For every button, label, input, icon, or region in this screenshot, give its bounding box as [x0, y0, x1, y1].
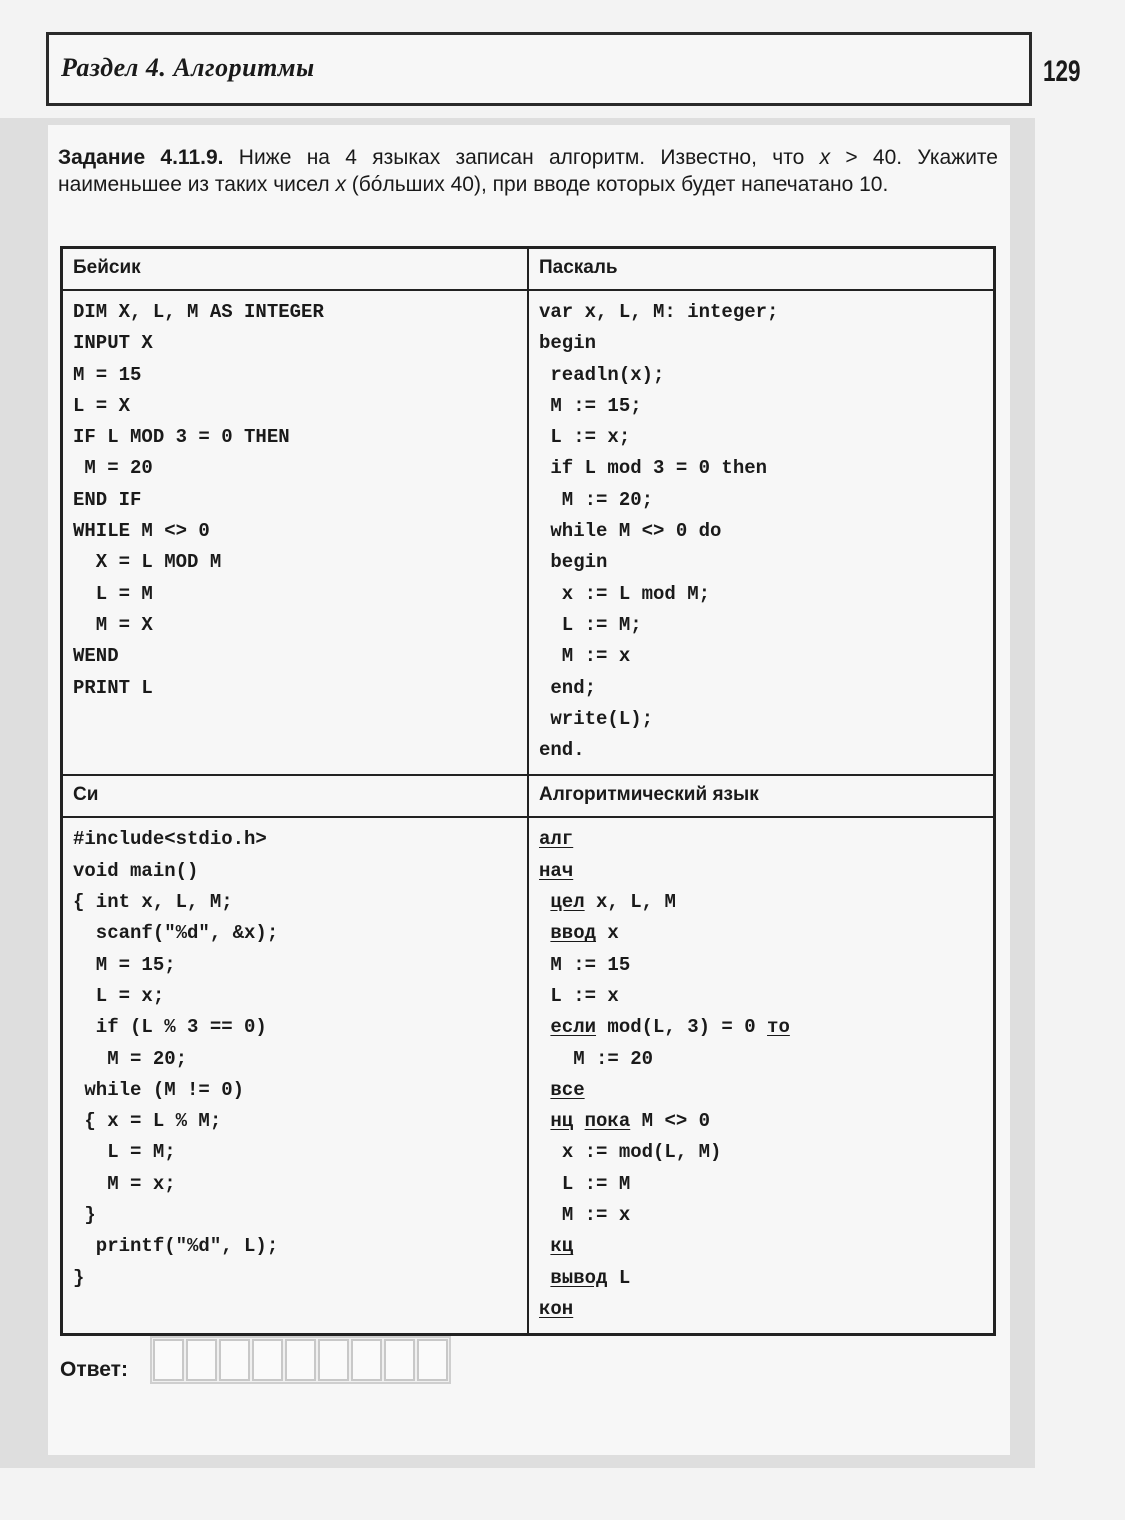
algo-line [539, 918, 983, 949]
code-algo [529, 818, 993, 1333]
task-text-3: (бóльших 40), при вводе которых будет напечатано 10. [345, 173, 889, 196]
header-rule [46, 103, 1032, 106]
algo-keyword: кон [539, 1297, 574, 1320]
var-x: x [819, 146, 831, 169]
answer-cell[interactable] [186, 1339, 217, 1381]
algo-line [539, 887, 983, 918]
algo-line [539, 1169, 983, 1200]
algo-line [539, 824, 983, 855]
algo-line [539, 1294, 983, 1325]
algo-text: M := x [561, 1204, 631, 1227]
answer-cell[interactable] [252, 1339, 283, 1381]
answer-cell[interactable] [384, 1339, 415, 1381]
algo-line [539, 950, 983, 981]
algo-text: M := 20 [573, 1047, 654, 1070]
algo-text [539, 1235, 550, 1257]
answer-cell[interactable] [153, 1339, 184, 1381]
algo-text: M := 15 [550, 953, 631, 976]
algo-keyword: все [550, 1078, 585, 1101]
lang-header-pascal: Паскаль [539, 257, 618, 278]
algo-text [539, 1141, 562, 1163]
answer-cells[interactable] [150, 1336, 451, 1384]
algo-keyword: если [550, 1016, 597, 1039]
algo-line [539, 856, 983, 887]
algo-line [539, 1137, 983, 1168]
algo-keyword: нач [539, 859, 574, 882]
algo-text [539, 954, 550, 976]
algo-text [539, 922, 550, 944]
algo-text [539, 1110, 550, 1132]
algo-keyword: вывод [550, 1266, 608, 1289]
algo-keyword: нц [550, 1110, 574, 1133]
var-x: x [335, 173, 346, 196]
algo-text [573, 1110, 584, 1132]
algo-text: L := x [550, 984, 619, 1007]
section-title: Раздел 4. Алгоритмы [61, 53, 315, 82]
algo-keyword: цел [550, 891, 585, 914]
lang-header-algo: Алгоритмический язык [539, 784, 759, 806]
algo-line [539, 981, 983, 1012]
task-text-2: > 40. Укажите наименьшее из таких чисел [58, 146, 998, 196]
code-basic: DIM X, L, M AS INTEGER INPUT X M = 15 L = X IF L MOD 3 = 0 THEN M = 20 END IF WHILE M <> 0 X = L MOD M L = M M = X WEND PRINT L [73, 301, 324, 699]
algo-text: L := M [561, 1172, 631, 1195]
page-number: 129 [1043, 55, 1081, 88]
algo-text [539, 1204, 562, 1226]
algo-text: L [607, 1266, 631, 1289]
algo-text [539, 1079, 550, 1101]
algo-text: x := mod(L, M) [561, 1141, 722, 1164]
code-c: #include<stdio.h> void main() { int x, L, M; scanf("%d", &x); M = 15; L = x; if (L % 3 == 0) M = 20; while (M != 0) { x = L % M; L = M; M = x; } printf("%d", L); } [73, 828, 279, 1289]
algo-text: x, L, M [584, 891, 676, 914]
algo-keyword: то [767, 1016, 790, 1039]
algo-text [539, 985, 550, 1007]
algo-line [539, 1075, 983, 1106]
algo-text [539, 1048, 573, 1070]
algo-text [539, 891, 550, 913]
algorithm-table [60, 246, 996, 1336]
algo-keyword: кц [550, 1235, 574, 1258]
algo-text: M <> 0 [630, 1110, 711, 1133]
algo-line [539, 1044, 983, 1075]
algo-text [539, 1016, 550, 1038]
answer-cell[interactable] [219, 1339, 250, 1381]
algo-text: x [596, 922, 619, 945]
answer-label: Ответ: [60, 1358, 128, 1381]
lang-header-basic: Бейсик [73, 257, 141, 278]
task-text-1: Ниже на 4 языках записан алгоритм. Известно, что [223, 146, 820, 169]
answer-cell[interactable] [417, 1339, 448, 1381]
answer-cell[interactable] [318, 1339, 349, 1381]
algo-text [539, 1267, 550, 1289]
section-header [46, 32, 1032, 106]
algo-line [539, 1231, 983, 1262]
task-statement [58, 144, 998, 198]
answer-cell[interactable] [285, 1339, 316, 1381]
task-label: Задание 4.11.9. [58, 146, 224, 169]
algo-line [539, 1263, 983, 1294]
algo-text [539, 1173, 562, 1195]
lang-header-c: Си [73, 784, 99, 806]
answer-cell[interactable] [351, 1339, 382, 1381]
algo-keyword: алг [539, 828, 574, 851]
algo-text: mod(L, 3) = 0 [596, 1016, 768, 1039]
algo-keyword: пока [584, 1110, 631, 1133]
algo-line [539, 1200, 983, 1231]
algo-keyword: ввод [550, 922, 597, 945]
code-pascal: var x, L, M: integer; begin readln(x); M := 15; L := x; if L mod 3 = 0 then M := 20; while M <> 0 do begin x := L mod M; L := M; M := x end; write(L); end. [539, 301, 779, 762]
algo-line [539, 1012, 983, 1043]
algo-line [539, 1106, 983, 1137]
